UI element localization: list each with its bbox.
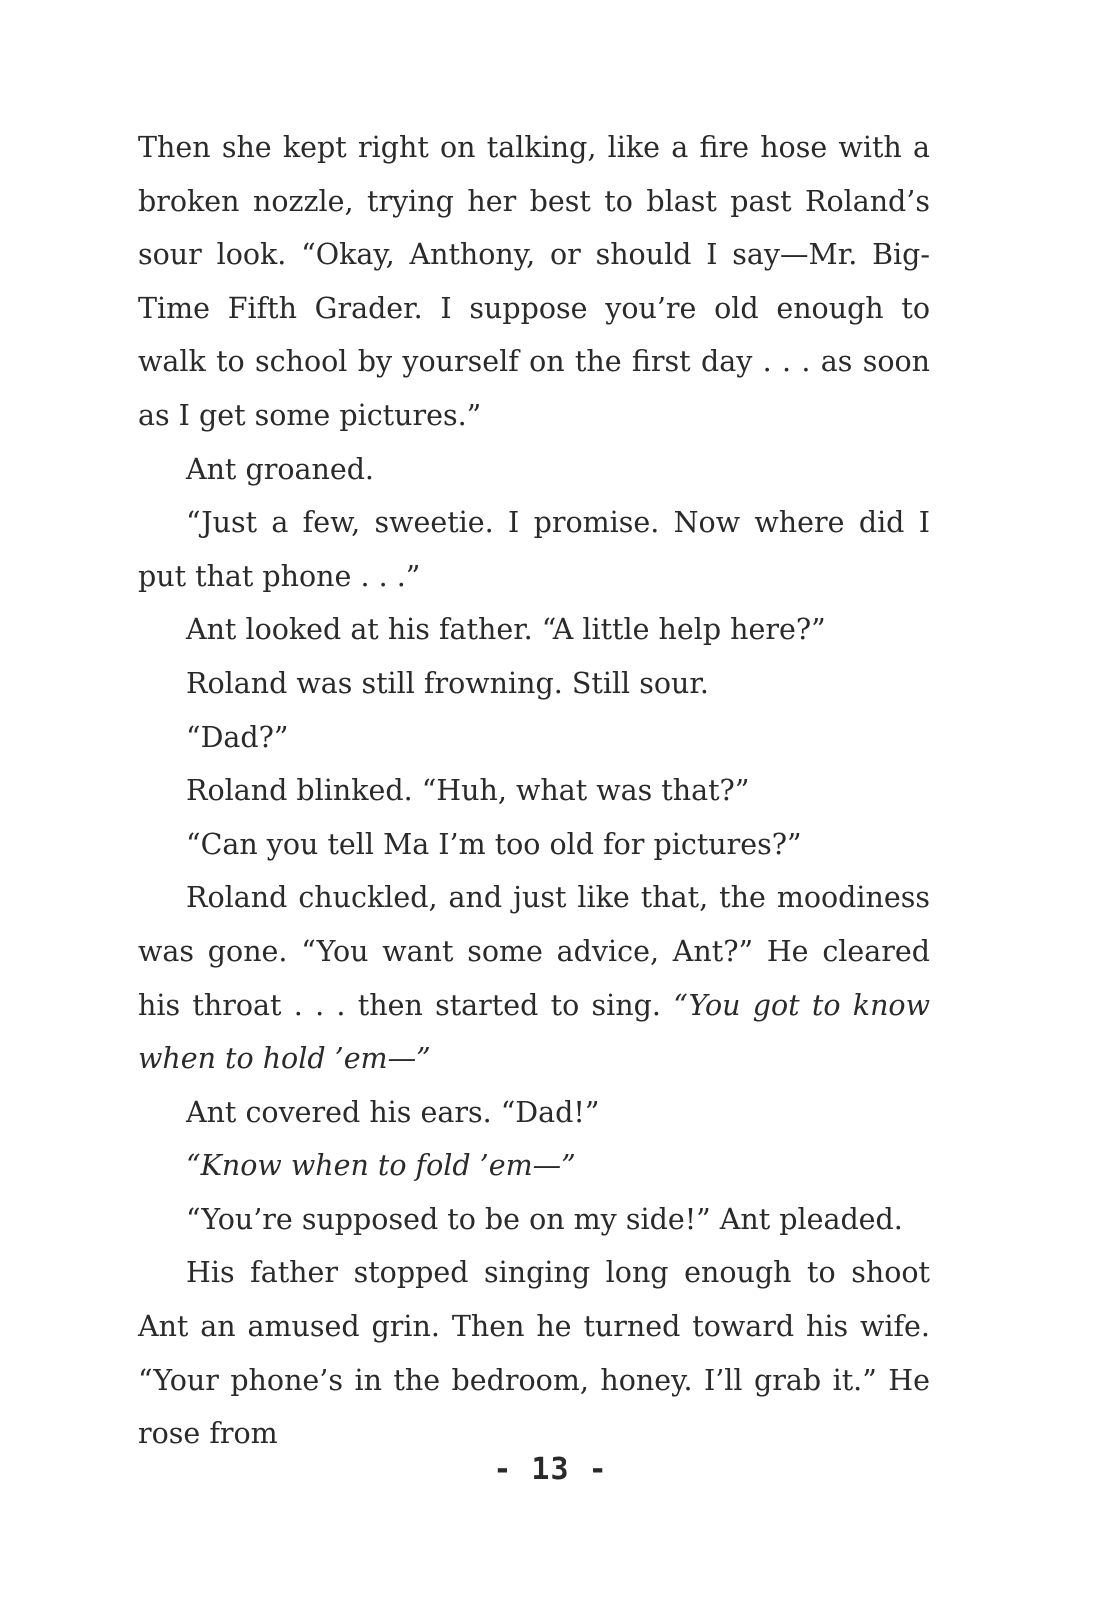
paragraph xyxy=(138,443,930,497)
text-segment: “Can you tell Ma I’m too old for pictures?” xyxy=(186,827,802,861)
paragraph xyxy=(138,496,930,603)
paragraph xyxy=(138,1193,930,1247)
italic-text: “You got to know when to hold ’em—” xyxy=(138,988,930,1076)
paragraph xyxy=(138,1246,930,1460)
text-segment: Then she kept right on talking, like a fire hose with a broken nozzle, trying her best to blast past Roland’s sour look. “Okay, Anthony, or should I say—Mr. Big-Time Fifth Grader. I suppose you’re old enough to walk to school by yourself on the first day . . . as soon as I get some pictures.” xyxy=(138,131,930,432)
text-segment: His father stopped singing long enough to shoot Ant an amused grin. Then he turned toward his wife. “Your phone’s in the bedroom, honey. I’ll grab it.” He rose from xyxy=(138,1256,930,1451)
text-segment: “Just a few, sweetie. I promise. Now where did I put that phone . . .” xyxy=(138,506,930,593)
italic-text: “Know when to fold ’em—” xyxy=(186,1149,576,1183)
body-text xyxy=(138,121,930,1461)
text-segment: Ant covered his ears. “Dad!” xyxy=(186,1095,600,1129)
text-segment: Roland was still frowning. Still sour. xyxy=(186,666,709,700)
paragraph xyxy=(138,711,930,765)
page-number: - 13 - xyxy=(493,1452,608,1487)
paragraph xyxy=(138,657,930,711)
text-segment: “Dad?” xyxy=(186,720,289,754)
paragraph xyxy=(138,121,930,443)
paragraph xyxy=(138,764,930,818)
paragraph xyxy=(138,818,930,872)
text-segment: Ant groaned. xyxy=(186,452,374,486)
paragraph xyxy=(138,1086,930,1140)
text-segment: Roland chuckled, and just like that, the moodiness was gone. “You want some advice, Ant?” He cleared his throat . . . then started to sing. xyxy=(138,881,930,1022)
text-segment: Ant looked at his father. “A little help here?” xyxy=(186,613,826,647)
text-segment: Roland blinked. “Huh, what was that?” xyxy=(186,774,750,808)
text-segment: “You’re supposed to be on my side!” Ant pleaded. xyxy=(186,1202,903,1236)
paragraph xyxy=(138,871,930,1085)
paragraph xyxy=(138,1139,930,1193)
paragraph xyxy=(138,603,930,657)
